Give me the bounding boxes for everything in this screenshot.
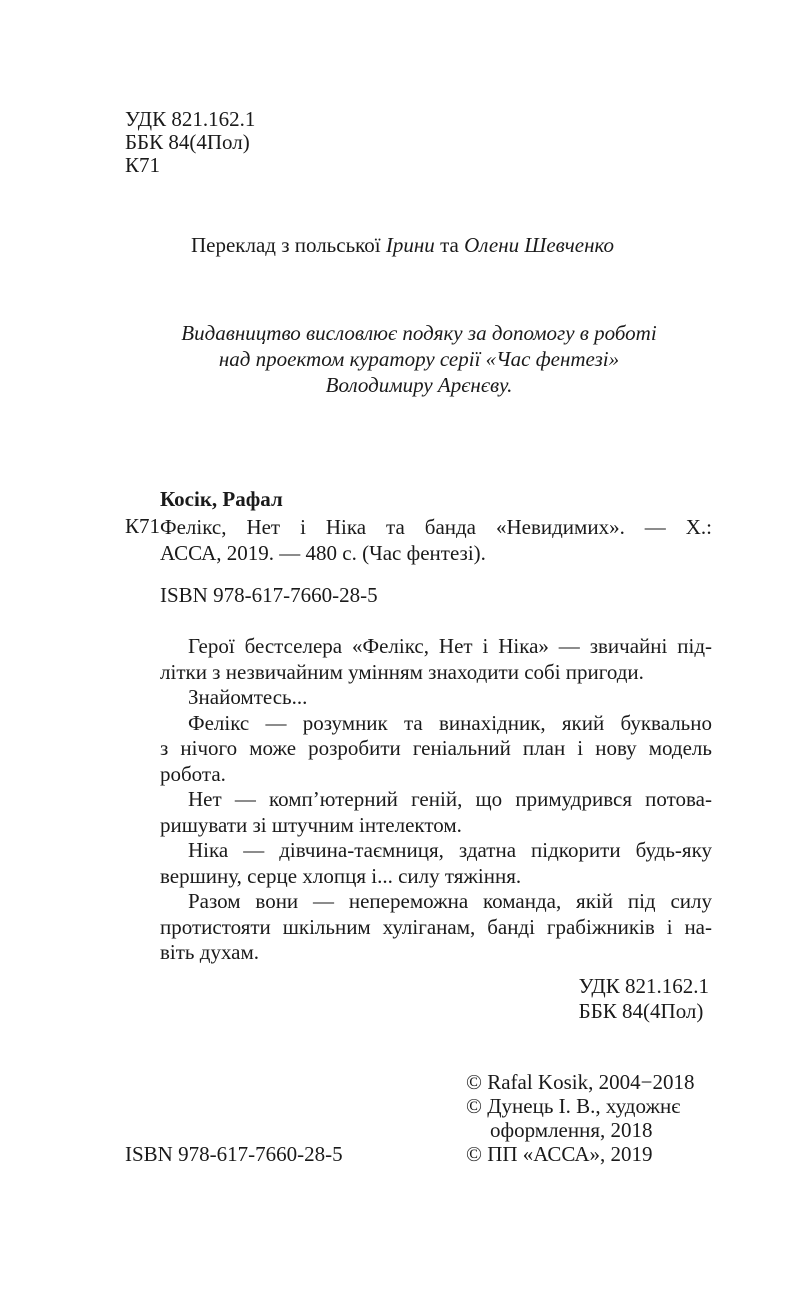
- translation-credit: Переклад з польської Ірини та Олени Шевченко: [190, 233, 615, 257]
- top-classification: [125, 108, 255, 177]
- bottom-classification: [579, 974, 709, 1024]
- udk-code-bottom: УДК 821.162.1: [578, 974, 709, 998]
- translator-name-2: Олени Шевченко: [464, 233, 615, 257]
- translator-name-1: Ірини: [385, 233, 435, 257]
- author-mark: К71: [125, 153, 161, 177]
- copyright-block: © Rafal Kosik, 2004−2018 © Дунець І. В., художнє оформлення, 2018 © ПП «АССА», 2019: [466, 1070, 695, 1166]
- isbn-record: ISBN 978-617-7660-28-5: [160, 583, 378, 607]
- bbk-code: ББК 84(4Пол): [125, 130, 250, 154]
- acknowledgement: Видавництво висловлює подяку за допомогу в роботі над проектом куратору серії «Час фентезі» Володимиру Арєнєву.: [181, 321, 657, 397]
- bbk-code-bottom: ББК 84(4Пол): [578, 999, 704, 1023]
- annotation: Герої бестселера «Фелікс, Нет і Ніка» — звичайні під- літки з незвичайним умінням знаходити собі пригоди. Знайомтесь... Фелікс — розумник та винахідник, який буквально з нічого може розробити геніальний план і нову модель робота. Нет — комп’ютерний геній, що примудрився потова- ришувати зі штучним інтелектом. Ніка — дівчина-таємниця, здатна підкорити будь-яку вершину, серце хлопця і... силу тяжіння. Разом вони — непереможна команда, якій під силу протистояти шкільним хуліганам, банді грабіжників і на- віть духам.: [160, 634, 712, 964]
- bibliographic-description: Фелікс, Нет і Ніка та банда «Невидимих». — Х.: АССА, 2019. — 480 с. (Час фентезі).: [160, 515, 712, 565]
- author-heading: Косік, Рафал: [160, 487, 283, 511]
- udk-code: УДК 821.162.1: [125, 107, 256, 131]
- bibliography-code: К71: [125, 514, 161, 538]
- isbn-bottom: ISBN 978-617-7660-28-5: [125, 1142, 343, 1166]
